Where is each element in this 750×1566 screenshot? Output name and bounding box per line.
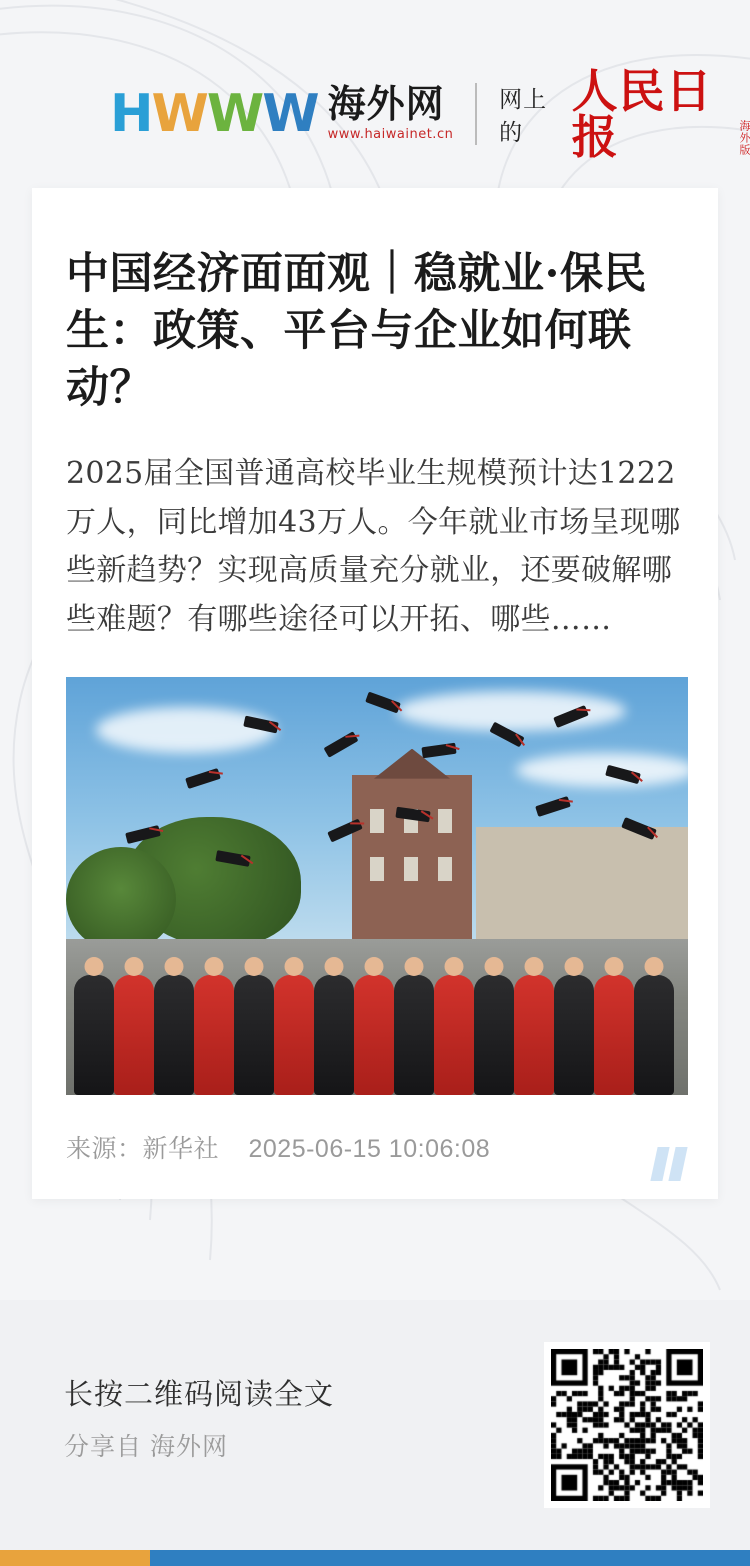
photo-crowd [66,935,688,1095]
bottom-accent-bar [0,1550,750,1566]
paper-edition: 海外版 [738,120,750,156]
footer-text-block [64,1372,334,1463]
article-summary: 2025届全国普通高校毕业生规模预计达1222万人，同比增加43万人。今年就业市场呈现哪些新趋势？实现高质量充分就业，还要破解哪些难题？有哪些途径可以开拓、哪些…… [66,456,681,638]
qr-cta-text: 长按二维码阅读全文 [64,1379,335,1411]
paper-name: 人民日报 [571,64,713,164]
qr-code[interactable] [544,1342,710,1508]
photo-building-right [476,827,688,947]
photo-building-center [352,775,472,945]
paper-endorsement [499,64,750,164]
hww-letter-h: H [110,84,152,144]
site-logo-bar [0,0,750,180]
article-image [66,677,688,1095]
hww-letter-w1: W [151,84,207,144]
hww-wordmark [110,84,318,144]
share-source-text: 分享自 海外网 [64,1433,228,1461]
article-timestamp: 2025-06-15 10:06:08 [248,1134,491,1163]
article-meta [66,1129,684,1175]
photo-cloud [96,707,276,753]
photo-cloud [516,753,688,787]
hww-letter-w2: W [206,84,263,144]
hww-letter-w3: W [262,84,318,144]
brand-name-cn: 海外网 [327,83,445,126]
tagline-prefix: 网上的 [499,86,548,145]
share-footer [0,1300,750,1550]
accent-orange [0,1550,150,1566]
source-label: 来源：新华社 [66,1134,220,1163]
brand-url: www.haiwainet.cn [327,127,454,143]
source-name: 新华社 [142,1134,220,1163]
brand-logo[interactable] [110,64,750,164]
article-card-inner [32,188,718,1199]
logo-divider [475,83,477,145]
brand-cn-block [327,83,454,143]
photo-cloud [396,691,626,731]
quote-decoration-icon [654,1147,684,1181]
article-card[interactable] [32,188,718,1199]
article-headline: 中国经济面面观｜稳就业·保民生：政策、平台与企业如何联动？ [66,249,647,413]
accent-blue [150,1550,750,1566]
